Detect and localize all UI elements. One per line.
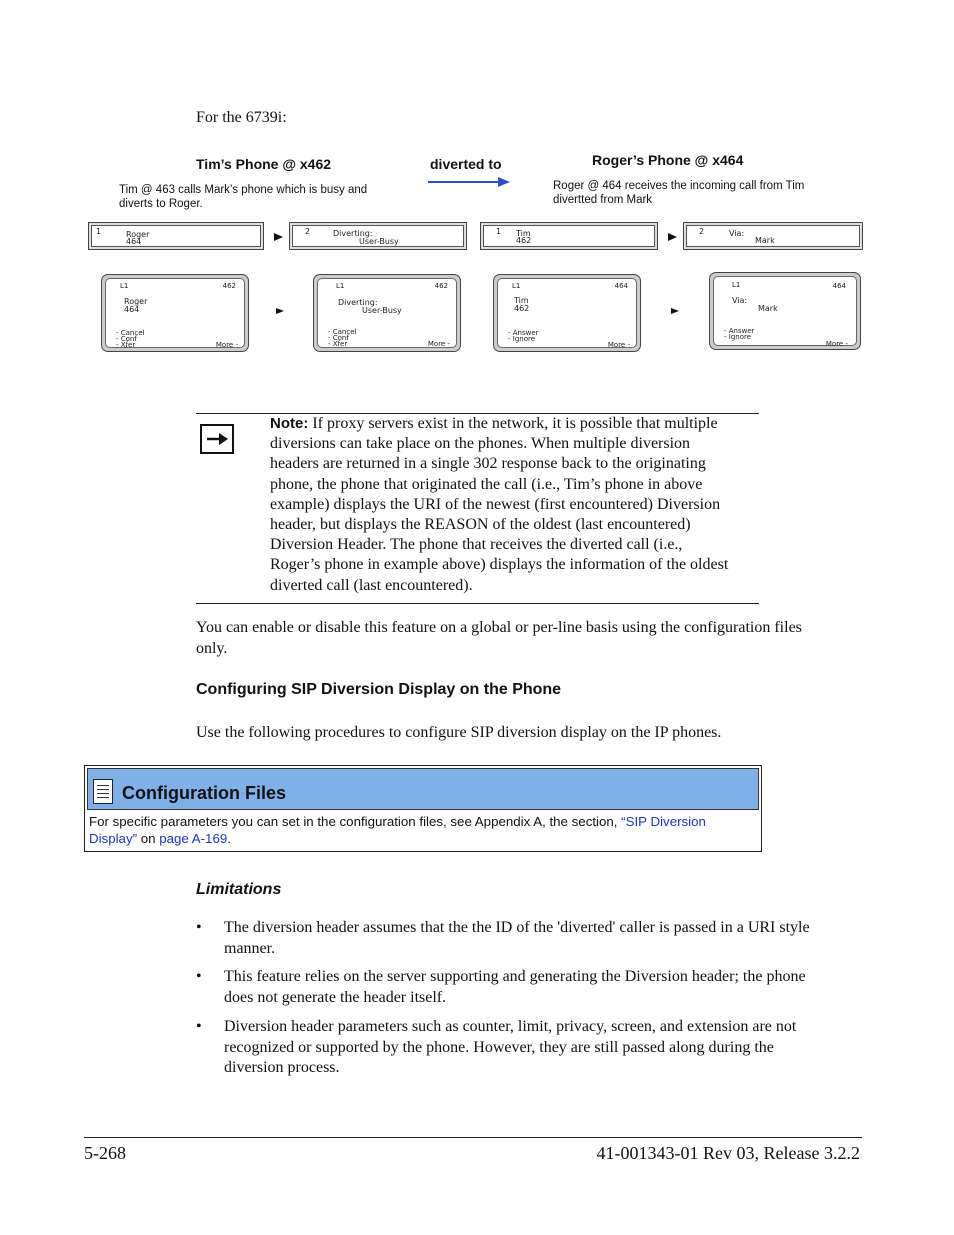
note-line: headers are returned in a single 302 response back to the originating <box>270 455 706 473</box>
strip-num: 2 <box>305 227 311 236</box>
screen-ext: 462 <box>434 282 448 290</box>
bullet-line: The diversion header assumes that the the ID of the 'diverted' caller is passed in a URI style <box>224 919 810 936</box>
right-heading: Roger’s Phone @ x464 <box>592 152 744 168</box>
bullet-marker: • <box>196 1018 202 1035</box>
screen-text2: 464 <box>124 305 140 314</box>
step-arrow-icon <box>274 233 283 241</box>
strip-num: 1 <box>496 227 502 236</box>
strip-display <box>289 222 467 250</box>
right-caption: Roger @ 464 receives the incoming call from Tim divertted from Mark <box>553 180 805 206</box>
screen-line: L1 <box>512 282 521 290</box>
note-line: example) displays the URI of the newest (first encountered) Diversion <box>270 495 721 513</box>
note-line: diverted call (last encountered). <box>270 576 473 594</box>
bullet-item <box>224 967 864 1008</box>
sip-diversion-display-link[interactable]: “SIP Diversion Display” <box>89 814 706 846</box>
paragraph-line: You can enable or disable this feature on a global or per-line basis using the configuration files <box>196 619 802 636</box>
page-number: 5-268 <box>84 1143 126 1163</box>
strip-num: 1 <box>96 227 102 236</box>
screen-line: L1 <box>120 282 129 290</box>
phone-screen <box>493 274 641 352</box>
screen-text1: Tim <box>514 296 529 305</box>
page-a169-link[interactable]: page A-169 <box>159 831 228 846</box>
note-bottom-rule <box>196 603 759 604</box>
phone-screen <box>709 272 861 350</box>
screen-line: L1 <box>732 281 741 289</box>
phone-screen <box>313 274 461 352</box>
screen-ext: 462 <box>222 282 236 290</box>
bullet-line: does not generate the header itself. <box>224 988 447 1006</box>
left-caption: Tim @ 463 calls Mark’s phone which is busy and diverts to Roger. <box>119 184 368 210</box>
softkey-more: More - <box>607 341 630 349</box>
strip-display <box>480 222 658 250</box>
strip-line2: Mark <box>755 236 775 245</box>
screen-line: L1 <box>336 282 345 290</box>
paragraph-line: only. <box>196 640 228 657</box>
config-text: For specific parameters you can set in the configuration files, see Appendix A, the section, <box>89 814 622 829</box>
left-heading: Tim’s Phone @ x462 <box>196 156 332 172</box>
config-files-header <box>87 768 759 810</box>
limitations-heading: Limitations <box>196 881 282 898</box>
screen-ext: 464 <box>614 282 628 290</box>
note-label: Note: <box>270 415 309 432</box>
softkey: - Conf <box>328 334 349 342</box>
strip-num: 2 <box>699 227 705 236</box>
bullet-marker: • <box>196 919 202 936</box>
bullet-line: manner. <box>224 939 276 957</box>
softkey: - Ignore <box>724 333 752 341</box>
note-line: phone, the phone that originated the call (i.e., Tim’s phone in above <box>270 475 703 493</box>
strip-display <box>683 222 863 250</box>
paragraph: Use the following procedures to configure SIP diversion display on the IP phones. <box>196 724 722 741</box>
arrow-label: diverted to <box>430 156 502 172</box>
screen-text2: Mark <box>758 304 778 313</box>
step-arrow-icon <box>276 308 284 314</box>
bullet-line: Diversion header parameters such as counter, limit, privacy, screen, and extension are not <box>224 1018 797 1035</box>
screen-text2: User-Busy <box>362 306 402 315</box>
config-text: on <box>137 831 160 846</box>
intro-text: For the 6739i: <box>196 109 287 126</box>
strip-line2: 462 <box>516 236 532 245</box>
note-line: If proxy servers exist in the network, it is possible that multiple <box>308 415 718 432</box>
phone-screen <box>101 274 249 352</box>
strip-display <box>88 222 264 250</box>
bullet-line: diversion process. <box>224 1059 340 1076</box>
softkey-more: More - <box>215 341 238 349</box>
softkey: - Xfer <box>328 340 348 348</box>
screen-ext: 464 <box>832 282 846 290</box>
footer-rule <box>84 1137 862 1138</box>
bullet-marker: • <box>196 968 202 985</box>
section-heading: Configuring SIP Diversion Display on the Phone <box>196 681 562 698</box>
config-files-title: Configuration Files <box>122 783 286 803</box>
bullet-line: recognized or supported by the phone. However, they are still passed along during the <box>224 1038 774 1056</box>
config-files-text <box>89 813 755 847</box>
note-line: Roger’s phone in example above) displays the information of the oldest <box>270 556 729 574</box>
strip-line2: User-Busy <box>359 237 399 246</box>
note-arrow-icon <box>200 424 234 454</box>
strip-line1: Tim <box>516 229 531 238</box>
screen-text1: Via: <box>732 296 748 305</box>
bullet-line: This feature relies on the server supporting and generating the Diversion header; the phone <box>224 968 806 985</box>
screen-text2: 462 <box>514 304 530 313</box>
strip-line1: Via: <box>729 229 745 238</box>
softkey-more: More - <box>825 340 848 348</box>
softkey: - Answer <box>508 329 539 337</box>
strip-line1: Diverting: <box>333 229 373 238</box>
softkey: - Xfer <box>116 341 136 349</box>
softkey: - Ignore <box>508 335 536 343</box>
screen-text1: Roger <box>124 297 148 306</box>
screen-text1: Diverting: <box>338 298 378 307</box>
note-body <box>270 414 760 596</box>
config-text: . <box>227 831 231 846</box>
note-line: diversions can take place on the phones. When multiple diversion <box>270 435 691 453</box>
softkey-more: More - <box>427 340 450 348</box>
document-icon <box>93 779 113 804</box>
step-arrow-icon <box>671 308 679 314</box>
config-files-box <box>84 765 762 852</box>
softkey: - Conf <box>116 335 137 343</box>
softkey: - Cancel <box>116 329 145 337</box>
document-id: 41-001343-01 Rev 03, Release 3.2.2 <box>596 1143 860 1163</box>
strip-line2: 464 <box>126 237 142 246</box>
step-arrow-icon <box>668 233 677 241</box>
softkey: - Answer <box>724 327 755 335</box>
diverted-arrow-icon <box>428 176 512 188</box>
bullet-item <box>224 1017 864 1079</box>
bullet-item <box>224 918 864 959</box>
strip-line1: Roger <box>126 230 150 239</box>
note-line: Diversion Header. The phone that receives the diverted call (i.e., <box>270 536 683 554</box>
softkey: - Cancel <box>328 328 357 336</box>
note-line: header, but displays the REASON of the oldest (last encountered) <box>270 516 691 534</box>
